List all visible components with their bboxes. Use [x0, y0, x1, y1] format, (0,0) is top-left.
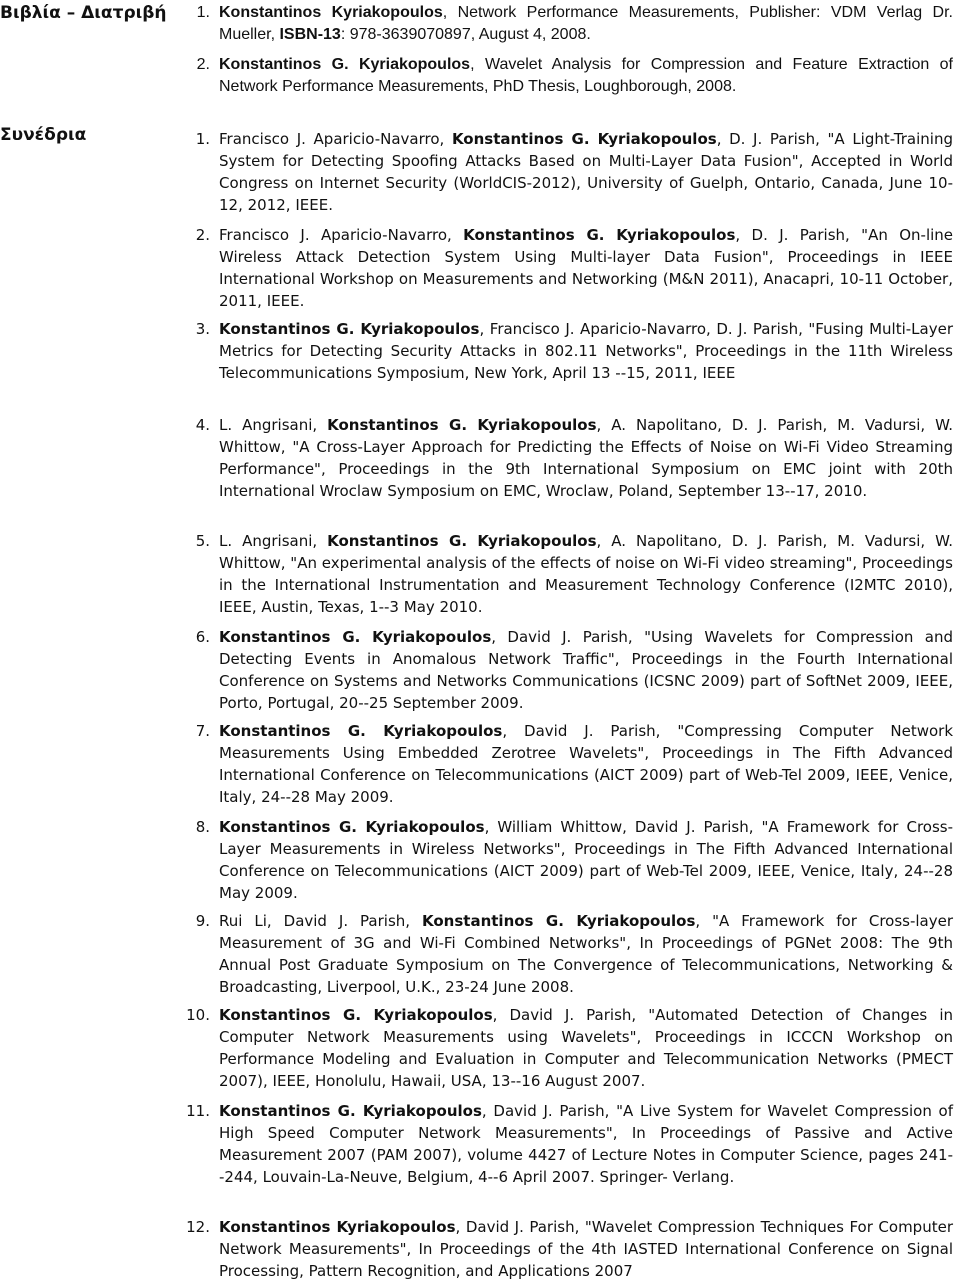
entry-fragment: , David J. Parish, "Using Wavelets for Compression and Detecting Events in Anomalous Network Traffic", Proceedings in the Fourth International Conference on Systems and Networks Communications (ICSNC 2009) part of SoftNet 2009, IEEE, Porto, Portugal, 20--25 September 2009.: [219, 628, 954, 712]
entry-text: [219, 910, 953, 998]
author-highlight: Konstantinos G. Kyriakopoulos: [219, 56, 471, 73]
entry-text: [219, 1216, 953, 1282]
author-highlight: Konstantinos G. Kyriakopoulos: [219, 320, 480, 338]
entry-fragment: L. Angrisani,: [219, 416, 328, 434]
author-highlight: Konstantinos G. Kyriakopoulos: [219, 722, 503, 740]
isbn-label: ISBN-13: [279, 26, 341, 43]
entry-fragment: : 978-3639070897, August 4, 2008.: [340, 26, 591, 43]
entry-number: 3.: [195, 320, 210, 338]
entry-number: 8.: [195, 818, 210, 836]
entry-number: 4.: [195, 416, 210, 434]
entry-text: [219, 1100, 953, 1188]
entry-text: [219, 318, 953, 384]
entry-number: 7.: [195, 722, 210, 740]
entry-fragment: , David J. Parish, "Automated Detection of Changes in Computer Network Measurements using Wavelets", Proceedings in ICCCN Workshop on Performance Modeling and Evaluation in Computer and Telecommunication Networks (PMECT 2007), IEEE, Honolulu, Hawaii, USA, 13--16 August 2007.: [219, 1006, 953, 1090]
author-highlight: Konstantinos G. Kyriakopoulos: [219, 818, 485, 836]
entry-fragment: , Network Performance Measurements, Publisher: VDM Verlag Dr. Mueller,: [219, 4, 953, 43]
entry-number: 1.: [195, 130, 210, 148]
entry-number: 5.: [195, 532, 210, 550]
entry-number: 6.: [195, 628, 210, 646]
entry-text: [219, 626, 953, 714]
entry-fragment: Francisco J. Aparicio-Navarro,: [219, 226, 464, 244]
author-highlight: Konstantinos Kyriakopoulos: [219, 4, 443, 21]
entry-text: [219, 816, 953, 904]
entry-fragment: , "A Framework for Cross-layer Measurement of 3G and Wi-Fi Combined Networks", In Proceedings of PGNet 2008: The 9th Annual Post Graduate Symposium on The Convergence of Telecommunications, Networking & Broadcasting, Liverpool, U.K., 23-24 June 2008.: [219, 912, 954, 996]
entry-text: [219, 1004, 953, 1092]
entry-text: [219, 2, 953, 46]
entry-text: [219, 720, 953, 808]
section-label: Βιβλία – Διατριβή: [0, 3, 167, 23]
entry-number: 12.: [186, 1218, 210, 1236]
author-highlight: Konstantinos G. Kyriakopoulos: [451, 130, 717, 148]
entry-fragment: , Wavelet Analysis for Compression and Feature Extraction of Network Performance Measurements, PhD Thesis, Loughborough, 2008.: [219, 56, 953, 95]
entry-fragment: , David J. Parish, "Wavelet Compression Techniques For Computer Network Measurements", In Proceedings of the 4th IASTED International Conference on Signal Processing, Pattern Recognition, and Applications 2007: [219, 1218, 953, 1280]
entry-number: 9.: [195, 912, 210, 930]
entry-fragment: , A. Napolitano, D. J. Parish, M. Vadursi, W. Whittow, "An experimental analysis of the effects of noise on Wi-Fi video streaming", Proceedings in the International Instrumentation and Measurement Technology Conference (I2MTC 2010), IEEE, Austin, Texas, 1--3 May 2010.: [219, 532, 954, 616]
entry-text: [219, 224, 953, 312]
author-highlight: Konstantinos G. Kyriakopoulos: [327, 532, 597, 550]
author-highlight: Konstantinos G. Kyriakopoulos: [463, 226, 736, 244]
entry-fragment: , D. J. Parish, "A Light-Training System for Detecting Spoofing Attacks Based on Multi-Layer Data Fusion", Accepted in World Congress on Internet Security (WorldCIS-2012), University of Guelph, Ontario, Canada, June 10-12, 2012, IEEE.: [219, 130, 953, 214]
entry-text: [219, 54, 953, 98]
section-label: Συνέδρια: [0, 125, 87, 145]
author-highlight: Konstantinos G. Kyriakopoulos: [219, 628, 492, 646]
author-highlight: Konstantinos G. Kyriakopoulos: [219, 1006, 493, 1024]
entry-text: [219, 128, 953, 216]
entry-number: 11.: [186, 1102, 210, 1120]
entry-fragment: , D. J. Parish, "An On-line Wireless Attack Detection System Using Multi-layer Data Fusion", Proceedings in IEEE International Workshop on Measurements and Networking (M&N 2011), Anacapri, 10-11 October, 2011, IEEE.: [219, 226, 954, 310]
entry-fragment: Rui Li, David J. Parish,: [219, 912, 423, 930]
entry-number: 10.: [186, 1006, 210, 1024]
entry-number: 1.: [196, 4, 210, 21]
entry-number: 2.: [196, 56, 210, 73]
author-highlight: Konstantinos G. Kyriakopoulos: [219, 1102, 482, 1120]
entry-text: [219, 530, 953, 618]
entry-text: [219, 414, 953, 502]
entry-number: 2.: [195, 226, 210, 244]
entry-fragment: , David J. Parish, "A Live System for Wavelet Compression of High Speed Computer Network Measurements", In Proceedings of Passive and Active Measurement 2007 (PAM 2007), volume 4427 of Lecture Notes in Computer Science, pages 241--244, Louvain-La-Neuve, Belgium, 4--6 April 2007. Springer- Verlang.: [219, 1102, 954, 1186]
entry-fragment: , A. Napolitano, D. J. Parish, M. Vadursi, W. Whittow, "A Cross-Layer Approach for Predicting the Effects of Noise on Wi-Fi Video Streaming Performance", Proceedings in the 9th International Symposium on EMC joint with 20th International Wroclaw Symposium on EMC, Wroclaw, Poland, September 13--17, 2010.: [219, 416, 954, 500]
author-highlight: Konstantinos G. Kyriakopoulos: [422, 912, 696, 930]
entry-fragment: , William Whittow, David J. Parish, "A Framework for Cross-Layer Measurements in Wireless Networks", Proceedings in The Fifth Advanced International Conference on Telecommunications (AICT 2009) part of Web-Tel 2009, IEEE, Venice, Italy, 24--28 May 2009.: [219, 818, 954, 902]
entry-fragment: , David J. Parish, "Compressing Computer Network Measurements Using Embedded Zerotree Wavelets", Proceedings in The Fifth Advanced International Conference on Telecommunications (AICT 2009) part of Web-Tel 2009, IEEE, Venice, Italy, 24--28 May 2009.: [219, 722, 953, 806]
author-highlight: Konstantinos G. Kyriakopoulos: [327, 416, 597, 434]
author-highlight: Konstantinos Kyriakopoulos: [219, 1218, 456, 1236]
entry-fragment: , Francisco J. Aparicio-Navarro, D. J. Parish, "Fusing Multi-Layer Metrics for Detecting Security Attacks in 802.11 Networks", Proceedings in the 11th Wireless Telecommunications Symposium, New York, April 13 --15, 2011, IEEE: [219, 320, 954, 382]
entry-fragment: Francisco J. Aparicio-Navarro,: [219, 130, 452, 148]
entry-fragment: L. Angrisani,: [219, 532, 328, 550]
